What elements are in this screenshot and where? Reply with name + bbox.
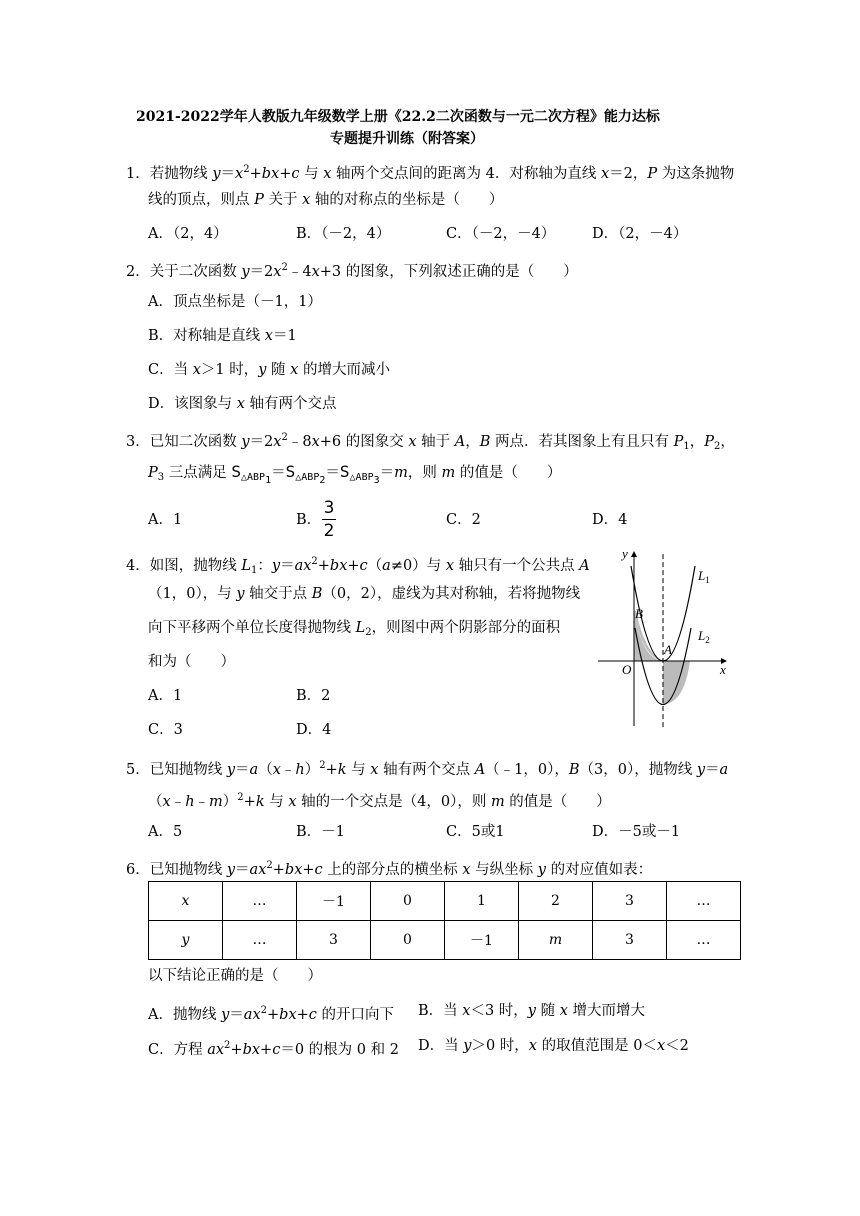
y-axis-label: y xyxy=(622,546,628,561)
table-cell: 3 xyxy=(593,921,667,960)
table-cell: … xyxy=(223,882,297,921)
point-b-label: B xyxy=(635,606,643,621)
q5-option-b: B．－1 xyxy=(296,824,345,840)
q3-stem-line2: $P_3$ 三点满足 $S_{\triangle ABP1}=S_{\triangle ABP2}=S_{\triangle ABP3}=m$，则 m 的值是（ ） xyxy=(148,462,562,486)
q4-option-a: A．1 xyxy=(148,688,183,704)
table-cell: … xyxy=(667,882,741,921)
q3-stem-line1: 3．已知二次函数 $y=2x^2﹣8x+6$ 的图象交 x 轴于 A，B 两点．若其图象上有且只有 $P_1$，$P_2$， xyxy=(126,432,735,452)
q5-stem-line1: 5．已知抛物线 y＝a（x﹣h）$^2$+k 与 x 轴有两个交点 A（﹣1，0），B（3，0），抛物线 y＝a xyxy=(126,760,729,778)
value-table xyxy=(148,881,741,960)
table-cell: x xyxy=(149,882,223,921)
q5-option-c: C．5或1 xyxy=(446,824,505,840)
q4-option-b: B．2 xyxy=(296,688,331,704)
doc-title-line2: 专题提升训练（附答案） xyxy=(330,131,484,147)
table-cell: 0 xyxy=(371,921,445,960)
q2-stem: 2．关于二次函数 $y=2x^2﹣4x+3$ 的图象，下列叙述正确的是（ ） xyxy=(126,262,578,280)
q1-option-d: D．（2，－4） xyxy=(592,226,688,242)
q2-option-b: B．对称轴是直线 x＝1 xyxy=(148,328,297,344)
q4-parabola-figure xyxy=(592,546,732,731)
point-a-label: A xyxy=(664,642,672,657)
table-cell: y xyxy=(149,921,223,960)
table-cell: 1 xyxy=(445,882,519,921)
q6-option-c: C．方程 $ax^2+bx+c=0$ 的根为 0 和 2 xyxy=(148,1040,399,1058)
q6-conclusion: 以下结论正确的是（ ） xyxy=(148,968,322,984)
fraction-denominator: 2 xyxy=(323,521,335,541)
q5-option-a: A．5 xyxy=(148,824,183,840)
q1-stem-line2: 线的顶点，则点 P 关于 x 轴的对称点的坐标是（ ） xyxy=(148,192,504,208)
q1-stem-line1: 1．若抛物线 $y=x^2+bx+c$ 与 x 轴两个交点间的距离为 4．对称轴为直线 x＝2，P 为这条抛物 xyxy=(126,164,735,182)
q2-option-a: A．顶点坐标是（－1，1） xyxy=(148,294,322,310)
table-row xyxy=(149,882,741,921)
q3-option-d: D．4 xyxy=(592,512,628,528)
shaded-region-right xyxy=(663,661,690,704)
q3-option-c: C．2 xyxy=(446,512,481,528)
q1-option-b: B．（－2，4） xyxy=(296,226,391,242)
table-cell: 0 xyxy=(371,882,445,921)
q2-option-c: C．当 x＞1 时，y 随 x 的增大而减小 xyxy=(148,362,390,378)
table-cell: m xyxy=(519,921,593,960)
origin-label: O xyxy=(622,662,632,677)
q4-option-d: D．4 xyxy=(296,722,332,738)
q5-stem-line2: （x﹣h﹣m）$^2$+k 与 x 轴的一个交点是（4，0），则 m 的值是（ ） xyxy=(148,792,611,810)
fraction-numerator: 3 xyxy=(323,498,335,518)
q3-option-b-fraction xyxy=(322,498,336,541)
table-cell: … xyxy=(667,921,741,960)
table-cell: 3 xyxy=(593,882,667,921)
q4-stem-line1: 4．如图，抛物线 $L_1$：$y=ax^2+bx+c(a\ne 0)$与 x 轴只有一个公共点 A xyxy=(126,556,590,576)
q4-stem-line4: 和为（ ） xyxy=(148,654,235,670)
q6-option-d: D．当 y＞0 时，x 的取值范围是 0＜x＜2 xyxy=(418,1038,689,1054)
q1-option-a: A．（2，4） xyxy=(148,226,228,242)
l2-label: $L_2$ xyxy=(698,628,710,645)
table-row xyxy=(149,921,741,960)
fraction-bar xyxy=(322,519,336,520)
q4-option-c: C．3 xyxy=(148,722,183,738)
q4-stem-line2: （1，0），与 y 轴交于点 B（0，2），虚线为其对称轴，若将抛物线 xyxy=(148,586,581,602)
table-cell: 2 xyxy=(519,882,593,921)
table-cell: 3 xyxy=(297,921,371,960)
l1-label: $L_1$ xyxy=(698,568,710,585)
q3-option-b: B． xyxy=(296,512,322,528)
q5-option-d: D．－5或－1 xyxy=(592,824,681,840)
q3-option-a: A．1 xyxy=(148,512,183,528)
q6-option-a: A．抛物线 $y=ax^2+bx+c$ 的开口向下 xyxy=(148,1005,395,1023)
q6-option-b: B．当 x＜3 时，y 随 x 增大而增大 xyxy=(418,1003,646,1019)
doc-title-line1: 2021-2022学年人教版九年级数学上册《22.2二次函数与一元二次方程》能力达标 xyxy=(136,109,660,125)
table-cell: －1 xyxy=(297,882,371,921)
table-cell: －1 xyxy=(445,921,519,960)
q4-stem-line3: 向下平移两个单位长度得抛物线 $L_2$，则图中两个阴影部分的面积 xyxy=(148,620,561,638)
q1-option-c: C．（－2，－4） xyxy=(446,226,556,242)
table-cell: … xyxy=(223,921,297,960)
q2-option-d: D．该图象与 x 轴有两个交点 xyxy=(148,396,337,412)
q6-stem: 6．已知抛物线 $y=ax^2+bx+c$ 上的部分点的横坐标 x 与纵坐标 y 的对应值如表： xyxy=(126,860,653,878)
x-axis-label: x xyxy=(720,662,726,677)
